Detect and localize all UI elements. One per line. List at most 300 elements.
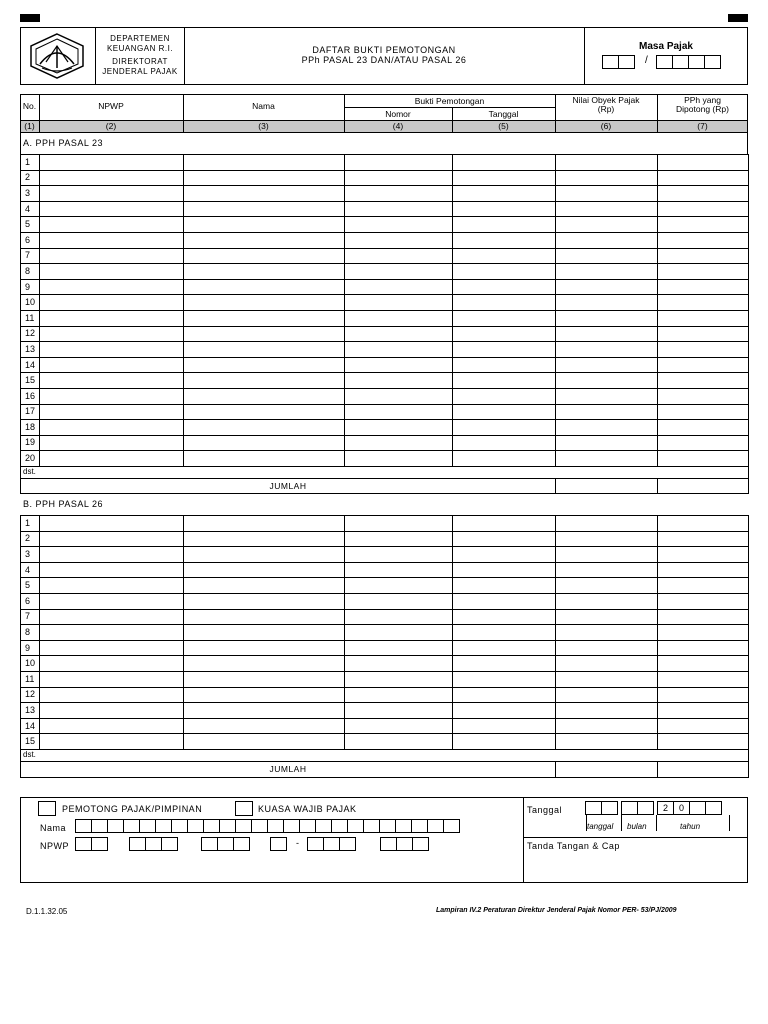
table-cell[interactable] [658, 388, 749, 404]
table-cell[interactable] [556, 201, 658, 217]
table-cell[interactable] [658, 435, 749, 451]
table-cell[interactable] [658, 578, 749, 594]
table-cell[interactable] [184, 609, 345, 625]
table-cell[interactable] [184, 186, 345, 202]
section-a-table [20, 154, 749, 494]
row-number: 8 [21, 264, 40, 280]
npwp-field-2[interactable] [130, 837, 178, 851]
table-cell[interactable] [658, 404, 749, 420]
table-cell[interactable] [453, 734, 556, 750]
table-cell[interactable] [40, 201, 184, 217]
table-row [21, 562, 749, 578]
dept-line-1: DEPARTEMEN [110, 34, 170, 43]
table-row [21, 640, 749, 656]
table-cell[interactable] [453, 640, 556, 656]
table-cell[interactable] [658, 170, 749, 186]
table-cell[interactable] [556, 578, 658, 594]
table-cell[interactable] [453, 170, 556, 186]
table-row [21, 404, 749, 420]
table-cell[interactable] [453, 217, 556, 233]
table-cell[interactable] [658, 625, 749, 641]
table-cell[interactable] [658, 373, 749, 389]
table-cell[interactable] [556, 640, 658, 656]
table-cell[interactable] [658, 562, 749, 578]
nama-char-cell[interactable] [347, 819, 364, 833]
table-cell[interactable] [658, 248, 749, 264]
table-cell[interactable] [40, 640, 184, 656]
kuasa-label: KUASA WAJIB PAJAK [258, 804, 357, 814]
col-pph-line-2: Dipotong (Rp) [676, 104, 729, 114]
table-cell[interactable] [556, 295, 658, 311]
jumlah-nilai-cell[interactable] [556, 478, 658, 494]
npwp-field-4[interactable] [271, 837, 287, 851]
table-cell[interactable] [556, 357, 658, 373]
table-cell[interactable] [658, 310, 749, 326]
table-cell[interactable] [40, 373, 184, 389]
table-cell[interactable] [556, 248, 658, 264]
table-cell[interactable] [184, 671, 345, 687]
table-cell[interactable] [658, 718, 749, 734]
table-row [21, 155, 749, 171]
table-cell[interactable] [658, 547, 749, 563]
table-cell[interactable] [40, 264, 184, 280]
nama-char-cell[interactable] [283, 819, 300, 833]
table-cell[interactable] [453, 279, 556, 295]
table-row [21, 609, 749, 625]
table-cell[interactable] [184, 388, 345, 404]
table-cell[interactable] [658, 420, 749, 436]
nama-char-cell[interactable] [379, 819, 396, 833]
table-cell[interactable] [184, 516, 345, 532]
section-b-title: B. PPH PASAL 26 [23, 499, 104, 509]
nama-char-cell[interactable] [363, 819, 380, 833]
table-cell[interactable] [184, 279, 345, 295]
table-row [21, 531, 749, 547]
table-cell[interactable] [658, 687, 749, 703]
table-cell[interactable] [658, 357, 749, 373]
tanggal-year-field[interactable] [658, 801, 722, 815]
table-row [21, 593, 749, 609]
ttd-divider [523, 837, 748, 838]
table-cell[interactable] [345, 420, 453, 436]
table-cell[interactable] [658, 703, 749, 719]
table-cell[interactable] [556, 232, 658, 248]
table-cell[interactable] [345, 656, 453, 672]
table-cell[interactable] [184, 170, 345, 186]
row-number: 6 [21, 593, 40, 609]
jumlah-row [21, 761, 749, 777]
table-cell[interactable] [184, 451, 345, 467]
table-cell[interactable] [453, 155, 556, 171]
table-cell[interactable] [556, 279, 658, 295]
table-cell[interactable] [40, 232, 184, 248]
table-cell[interactable] [345, 201, 453, 217]
pemotong-label: PEMOTONG PAJAK/PIMPINAN [62, 804, 203, 814]
table-cell[interactable] [345, 451, 453, 467]
table-cell[interactable] [184, 578, 345, 594]
table-cell[interactable] [453, 451, 556, 467]
table-cell[interactable] [184, 326, 345, 342]
table-cell[interactable] [556, 625, 658, 641]
table-cell[interactable] [40, 687, 184, 703]
table-cell[interactable] [184, 718, 345, 734]
table-cell[interactable] [184, 248, 345, 264]
table-cell[interactable] [345, 170, 453, 186]
table-cell[interactable] [556, 217, 658, 233]
masa-year-field[interactable] [657, 55, 721, 69]
table-cell[interactable] [658, 232, 749, 248]
table-cell[interactable] [658, 451, 749, 467]
table-cell[interactable] [184, 687, 345, 703]
table-cell[interactable] [658, 217, 749, 233]
nama-char-cell[interactable] [139, 819, 156, 833]
table-cell[interactable] [40, 718, 184, 734]
table-cell[interactable] [345, 342, 453, 358]
ministry-logo [28, 32, 86, 80]
table-cell[interactable] [658, 186, 749, 202]
table-cell[interactable] [453, 656, 556, 672]
tanggal-day-field[interactable] [586, 801, 618, 815]
pemotong-checkbox[interactable] [38, 801, 56, 816]
table-cell[interactable] [556, 734, 658, 750]
table-cell[interactable] [345, 357, 453, 373]
table-cell[interactable] [453, 373, 556, 389]
table-row [21, 734, 749, 750]
table-cell[interactable] [345, 718, 453, 734]
table-cell[interactable] [453, 388, 556, 404]
table-cell[interactable] [453, 310, 556, 326]
table-cell[interactable] [40, 357, 184, 373]
nama-char-cell[interactable] [123, 819, 140, 833]
table-cell[interactable] [453, 435, 556, 451]
table-cell[interactable] [556, 155, 658, 171]
table-cell[interactable] [184, 593, 345, 609]
table-cell[interactable] [556, 404, 658, 420]
table-cell[interactable] [40, 186, 184, 202]
npwp-dash: - [296, 838, 299, 848]
table-cell[interactable] [556, 531, 658, 547]
table-cell[interactable] [345, 326, 453, 342]
table-cell[interactable] [658, 264, 749, 280]
table-cell[interactable] [345, 593, 453, 609]
table-cell[interactable] [453, 516, 556, 532]
table-cell[interactable] [184, 310, 345, 326]
masa-month-field[interactable] [603, 55, 635, 69]
row-number: 18 [21, 420, 40, 436]
table-cell[interactable] [184, 562, 345, 578]
table-cell[interactable] [345, 404, 453, 420]
table-cell[interactable] [453, 562, 556, 578]
nama-char-cell[interactable] [203, 819, 220, 833]
table-cell[interactable] [345, 295, 453, 311]
table-cell[interactable] [658, 279, 749, 295]
table-cell[interactable] [345, 217, 453, 233]
table-cell[interactable] [345, 516, 453, 532]
table-cell[interactable] [345, 531, 453, 547]
table-row [21, 373, 749, 389]
table-cell[interactable] [453, 703, 556, 719]
table-cell[interactable] [345, 640, 453, 656]
table-cell[interactable] [345, 310, 453, 326]
table-cell[interactable] [40, 593, 184, 609]
row-number: 3 [21, 186, 40, 202]
jumlah-pph-cell[interactable] [658, 478, 749, 494]
nama-char-cell[interactable] [267, 819, 284, 833]
nama-char-cell[interactable] [443, 819, 460, 833]
table-cell[interactable] [556, 562, 658, 578]
table-cell[interactable] [184, 404, 345, 420]
table-cell[interactable] [453, 248, 556, 264]
nama-char-cell[interactable] [155, 819, 172, 833]
nama-char-cell[interactable] [187, 819, 204, 833]
table-cell[interactable] [453, 420, 556, 436]
table-cell[interactable] [184, 640, 345, 656]
row-number: 15 [21, 734, 40, 750]
table-cell[interactable] [453, 201, 556, 217]
table-cell[interactable] [453, 295, 556, 311]
kuasa-checkbox[interactable] [235, 801, 253, 816]
table-cell[interactable] [658, 531, 749, 547]
table-cell[interactable] [184, 734, 345, 750]
nama-char-cell[interactable] [299, 819, 316, 833]
table-cell[interactable] [556, 718, 658, 734]
table-cell[interactable] [345, 155, 453, 171]
table-cell[interactable] [40, 155, 184, 171]
table-cell[interactable] [453, 232, 556, 248]
nama-char-cell[interactable] [171, 819, 188, 833]
table-cell[interactable] [40, 625, 184, 641]
table-cell[interactable] [40, 295, 184, 311]
code-7: (7) [697, 121, 708, 131]
table-cell[interactable] [184, 155, 345, 171]
table-cell[interactable] [453, 326, 556, 342]
table-cell[interactable] [453, 593, 556, 609]
nama-char-cell[interactable] [395, 819, 412, 833]
row-number: 9 [21, 279, 40, 295]
table-cell[interactable] [556, 451, 658, 467]
table-cell[interactable] [184, 373, 345, 389]
nama-field[interactable] [76, 819, 460, 833]
nama-char-cell[interactable] [427, 819, 444, 833]
table-cell[interactable] [40, 217, 184, 233]
form-title-line-1: DAFTAR BUKTI PEMOTONGAN [312, 45, 456, 55]
table-cell[interactable] [184, 357, 345, 373]
table-cell[interactable] [345, 186, 453, 202]
table-cell[interactable] [40, 342, 184, 358]
table-cell[interactable] [658, 593, 749, 609]
table-cell[interactable] [345, 279, 453, 295]
table-cell[interactable] [658, 342, 749, 358]
table-cell[interactable] [184, 201, 345, 217]
nama-char-cell[interactable] [315, 819, 332, 833]
table-cell[interactable] [184, 703, 345, 719]
col-nilai-unit: (Rp) [597, 104, 615, 114]
table-cell[interactable] [40, 531, 184, 547]
table-cell[interactable] [556, 593, 658, 609]
table-cell[interactable] [40, 547, 184, 563]
nama-char-cell[interactable] [411, 819, 428, 833]
table-cell[interactable] [345, 547, 453, 563]
table-cell[interactable] [184, 547, 345, 563]
table-cell[interactable] [453, 264, 556, 280]
table-cell[interactable] [345, 373, 453, 389]
ttd-label: Tanda Tangan & Cap [527, 841, 620, 851]
table-cell[interactable] [40, 420, 184, 436]
table-cell[interactable] [40, 326, 184, 342]
table-cell[interactable] [556, 687, 658, 703]
table-cell[interactable] [40, 170, 184, 186]
col-pph-line-1: PPh yang [684, 95, 721, 105]
table-cell[interactable] [40, 609, 184, 625]
table-cell[interactable] [40, 451, 184, 467]
npwp-field-1[interactable] [76, 837, 108, 851]
table-row [21, 264, 749, 280]
table-cell[interactable] [40, 404, 184, 420]
table-cell[interactable] [453, 547, 556, 563]
table-cell[interactable] [184, 435, 345, 451]
table-cell[interactable] [345, 435, 453, 451]
row-number: 11 [21, 671, 40, 687]
jumlah-pph-cell[interactable] [658, 761, 749, 777]
table-cell[interactable] [345, 248, 453, 264]
table-cell[interactable] [345, 578, 453, 594]
table-cell[interactable] [658, 201, 749, 217]
table-cell[interactable] [453, 718, 556, 734]
bukti-sub-line [344, 107, 555, 108]
table-cell[interactable] [556, 342, 658, 358]
table-cell[interactable] [184, 531, 345, 547]
table-cell[interactable] [184, 232, 345, 248]
table-cell[interactable] [345, 609, 453, 625]
table-row [21, 718, 749, 734]
table-cell[interactable] [658, 295, 749, 311]
table-cell[interactable] [345, 687, 453, 703]
table-cell[interactable] [658, 516, 749, 532]
table-cell[interactable] [453, 671, 556, 687]
table-cell[interactable] [658, 656, 749, 672]
code-4: (4) [392, 121, 404, 131]
table-row [21, 625, 749, 641]
table-row [21, 295, 749, 311]
table-cell[interactable] [40, 734, 184, 750]
dept-line-3: DIREKTORAT [112, 57, 168, 66]
row-number: 2 [21, 170, 40, 186]
table-cell[interactable] [453, 186, 556, 202]
table-cell[interactable] [40, 310, 184, 326]
table-cell[interactable] [40, 516, 184, 532]
table-cell[interactable] [556, 671, 658, 687]
table-cell[interactable] [453, 609, 556, 625]
table-cell[interactable] [184, 342, 345, 358]
table-cell[interactable] [345, 562, 453, 578]
table-cell[interactable] [453, 625, 556, 641]
table-cell[interactable] [184, 264, 345, 280]
table-cell[interactable] [556, 264, 658, 280]
table-cell[interactable] [658, 609, 749, 625]
nama-char-cell[interactable] [331, 819, 348, 833]
table-row [21, 357, 749, 373]
table-cell[interactable] [345, 625, 453, 641]
table-row [21, 310, 749, 326]
table-cell[interactable] [345, 671, 453, 687]
table-cell[interactable] [345, 734, 453, 750]
table-cell[interactable] [658, 734, 749, 750]
npwp-field-3[interactable] [202, 837, 250, 851]
row-number: 16 [21, 388, 40, 404]
table-cell[interactable] [184, 625, 345, 641]
tanggal-month-field[interactable] [622, 801, 654, 815]
table-cell[interactable] [40, 388, 184, 404]
table-cell[interactable] [184, 295, 345, 311]
table-cell[interactable] [184, 217, 345, 233]
table-cell[interactable] [345, 232, 453, 248]
row-number: 7 [21, 609, 40, 625]
npwp-field-6[interactable] [381, 837, 429, 851]
table-cell[interactable] [453, 404, 556, 420]
table-cell[interactable] [453, 687, 556, 703]
table-cell[interactable] [453, 531, 556, 547]
table-cell[interactable] [345, 264, 453, 280]
table-cell[interactable] [40, 435, 184, 451]
table-cell[interactable] [40, 562, 184, 578]
table-cell[interactable] [453, 342, 556, 358]
table-cell[interactable] [556, 186, 658, 202]
table-cell[interactable] [556, 656, 658, 672]
table-cell[interactable] [556, 170, 658, 186]
nama-char-cell[interactable] [75, 819, 92, 833]
table-cell[interactable] [556, 516, 658, 532]
nama-char-cell[interactable] [251, 819, 268, 833]
npwp-field-5[interactable] [308, 837, 356, 851]
code-1: (1) [24, 121, 35, 131]
table-cell[interactable] [556, 609, 658, 625]
table-cell[interactable] [184, 420, 345, 436]
row-number: 9 [21, 640, 40, 656]
table-row [21, 420, 749, 436]
table-cell[interactable] [184, 656, 345, 672]
code-2: (2) [105, 121, 117, 131]
table-cell[interactable] [658, 640, 749, 656]
row-number: 20 [21, 451, 40, 467]
table-cell[interactable] [556, 310, 658, 326]
table-cell[interactable] [556, 547, 658, 563]
table-cell[interactable] [556, 388, 658, 404]
table-cell[interactable] [40, 279, 184, 295]
table-cell[interactable] [556, 326, 658, 342]
table-cell[interactable] [40, 248, 184, 264]
table-cell[interactable] [556, 703, 658, 719]
table-cell[interactable] [453, 357, 556, 373]
table-cell[interactable] [658, 155, 749, 171]
nama-char-cell[interactable] [219, 819, 236, 833]
jumlah-nilai-cell[interactable] [556, 761, 658, 777]
table-cell[interactable] [556, 420, 658, 436]
table-cell[interactable] [345, 388, 453, 404]
table-cell[interactable] [40, 671, 184, 687]
table-cell[interactable] [556, 435, 658, 451]
table-cell[interactable] [453, 578, 556, 594]
nama-char-cell[interactable] [91, 819, 108, 833]
nama-char-cell[interactable] [107, 819, 124, 833]
table-cell[interactable] [40, 578, 184, 594]
table-cell[interactable] [40, 703, 184, 719]
nama-char-cell[interactable] [235, 819, 252, 833]
table-cell[interactable] [658, 671, 749, 687]
table-cell[interactable] [556, 373, 658, 389]
table-cell[interactable] [40, 656, 184, 672]
table-cell[interactable] [658, 326, 749, 342]
table-cell[interactable] [345, 703, 453, 719]
